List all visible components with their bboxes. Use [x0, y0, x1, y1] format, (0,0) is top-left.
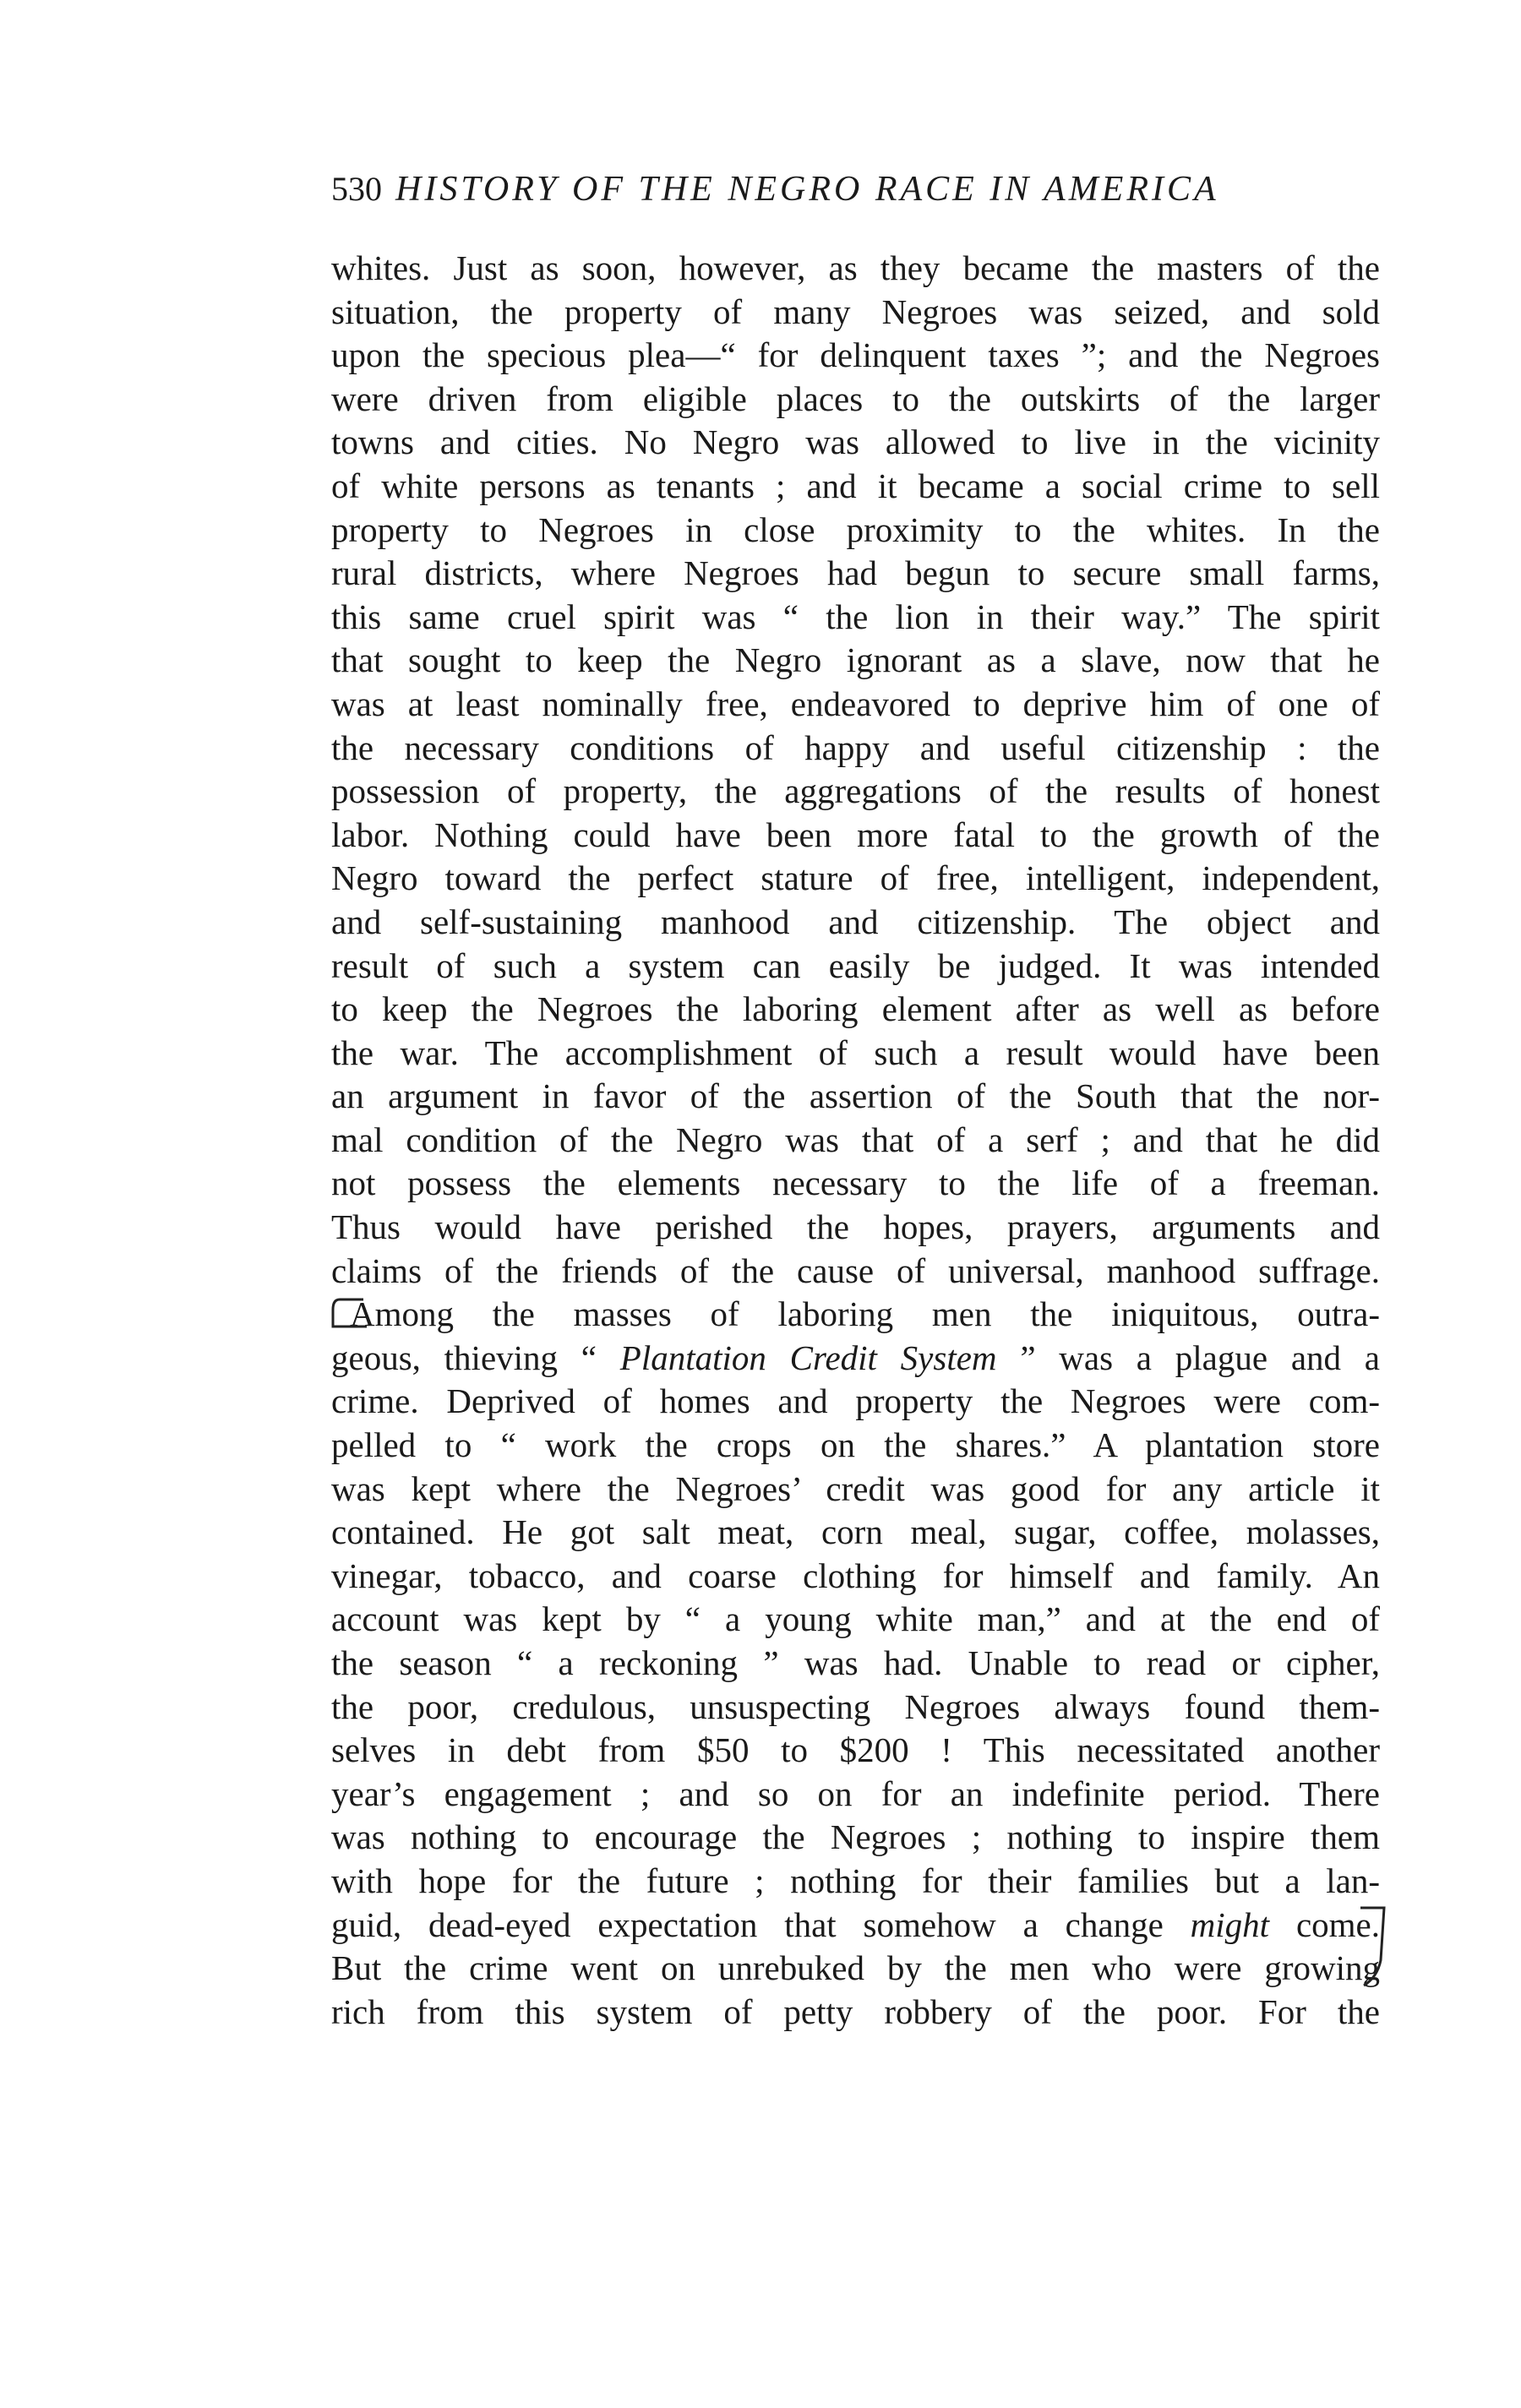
text-segment: ” was a plague and a [996, 1337, 1380, 1377]
italic-text: Plantation Credit System [619, 1337, 997, 1377]
text-line: Thus would have perished the hopes, prayers, arguments and [331, 1207, 1380, 1247]
text-line: to keep the Negroes the laboring element after as well as before [331, 989, 1380, 1029]
text-line: labor. Nothing could have been more fatal to the growth of the [331, 814, 1380, 854]
text-line: result of such a system can easily be judged. It was intended [331, 945, 1380, 985]
handwritten-bracket-mark [330, 1293, 372, 1335]
text-line: the season “ a reckoning ” was had. Unable to read or cipher, [331, 1643, 1380, 1682]
text-line: were driven from eligible places to the outskirts of the larger [331, 379, 1380, 418]
text-line: account was kept by “ a young white man,” and at the end of [331, 1599, 1380, 1639]
text-line: the war. The accomplishment of such a result would have been [331, 1032, 1380, 1072]
text-line: whites. Just as soon, however, as they became the masters of the [331, 248, 1380, 287]
page-number: 530 [331, 170, 382, 208]
text-segment: come. [1269, 1904, 1380, 1944]
text-line: claims of the friends of the cause of universal, manhood suffrage. [331, 1250, 1380, 1290]
text-line: situation, the property of many Negroes was seized, and sold [331, 291, 1380, 331]
text-line: vinegar, tobacco, and coarse clothing for himself and family. An [331, 1555, 1380, 1595]
italic-text: might [1190, 1904, 1270, 1944]
text-line: that sought to keep the Negro ignorant as a slave, now that he [331, 640, 1380, 680]
text-line: rural districts, where Negroes had begun to secure small farms, [331, 553, 1380, 593]
text-line: Among the masses of laboring men the iniquitous, outra- [350, 1294, 1380, 1334]
text-line: was nothing to encourage the Negroes ; nothing to inspire them [331, 1817, 1380, 1857]
text-segment: geous, thieving “ [331, 1337, 620, 1377]
text-line: crime. Deprived of homes and property the Negroes were com- [331, 1381, 1380, 1421]
text-line: pelled to “ work the crops on the shares.” A plantation store [331, 1425, 1380, 1465]
text-line: property to Negroes in close proximity to the whites. In the [331, 509, 1380, 549]
text-line: not possess the elements necessary to the life of a freeman. [331, 1163, 1380, 1203]
text-line [331, 1904, 1380, 1948]
text-line: was at least nominally free, endeavored to deprive him of one of [331, 684, 1380, 723]
text-line: towns and cities. No Negro was allowed to live in the vicinity [331, 422, 1380, 462]
page-body-text [331, 247, 1380, 2034]
running-header [331, 169, 1303, 216]
text-line: year’s engagement ; and so on for an indefinite period. There [331, 1773, 1380, 1813]
text-line: and self-sustaining manhood and citizenship. The object and [331, 902, 1380, 941]
text-line: possession of property, the aggregations of the results of honest [331, 771, 1380, 811]
text-line: an argument in favor of the assertion of the South that the nor- [331, 1076, 1380, 1116]
text-line: the poor, credulous, unsuspecting Negroes always found them- [331, 1686, 1380, 1726]
text-line [331, 1337, 1380, 1381]
text-line: selves in debt from $50 to $200 ! This necessitated another [331, 1730, 1380, 1770]
text-line: of white persons as tenants ; and it became a social crime to sell [331, 466, 1380, 505]
text-line: But the crime went on unrebuked by the men who were growing [331, 1948, 1380, 1988]
running-title: HISTORY OF THE NEGRO RACE IN AMERICA [395, 170, 1219, 209]
text-line: the necessary conditions of happy and useful citizenship : the [331, 727, 1380, 767]
text-line: was kept where the Negroes’ credit was good for any article it [331, 1468, 1380, 1508]
text-segment: guid, dead-eyed expectation that somehow a change [331, 1904, 1191, 1944]
text-line: rich from this system of petty robbery of the poor. For the [331, 1991, 1380, 2031]
text-line: contained. He got salt meat, corn meal, sugar, coffee, molasses, [331, 1512, 1380, 1552]
text-line: upon the specious plea—“ for delinquent taxes ”; and the Negroes [331, 335, 1380, 375]
handwritten-closing-mark [1352, 1901, 1394, 1994]
text-line: Negro toward the perfect stature of free, intelligent, independent, [331, 858, 1380, 898]
text-line: this same cruel spirit was “ the lion in their way.” The spirit [331, 597, 1380, 636]
text-line: with hope for the future ; nothing for their families but a lan- [331, 1860, 1380, 1900]
text-line: mal condition of the Negro was that of a serf ; and that he did [331, 1120, 1380, 1159]
